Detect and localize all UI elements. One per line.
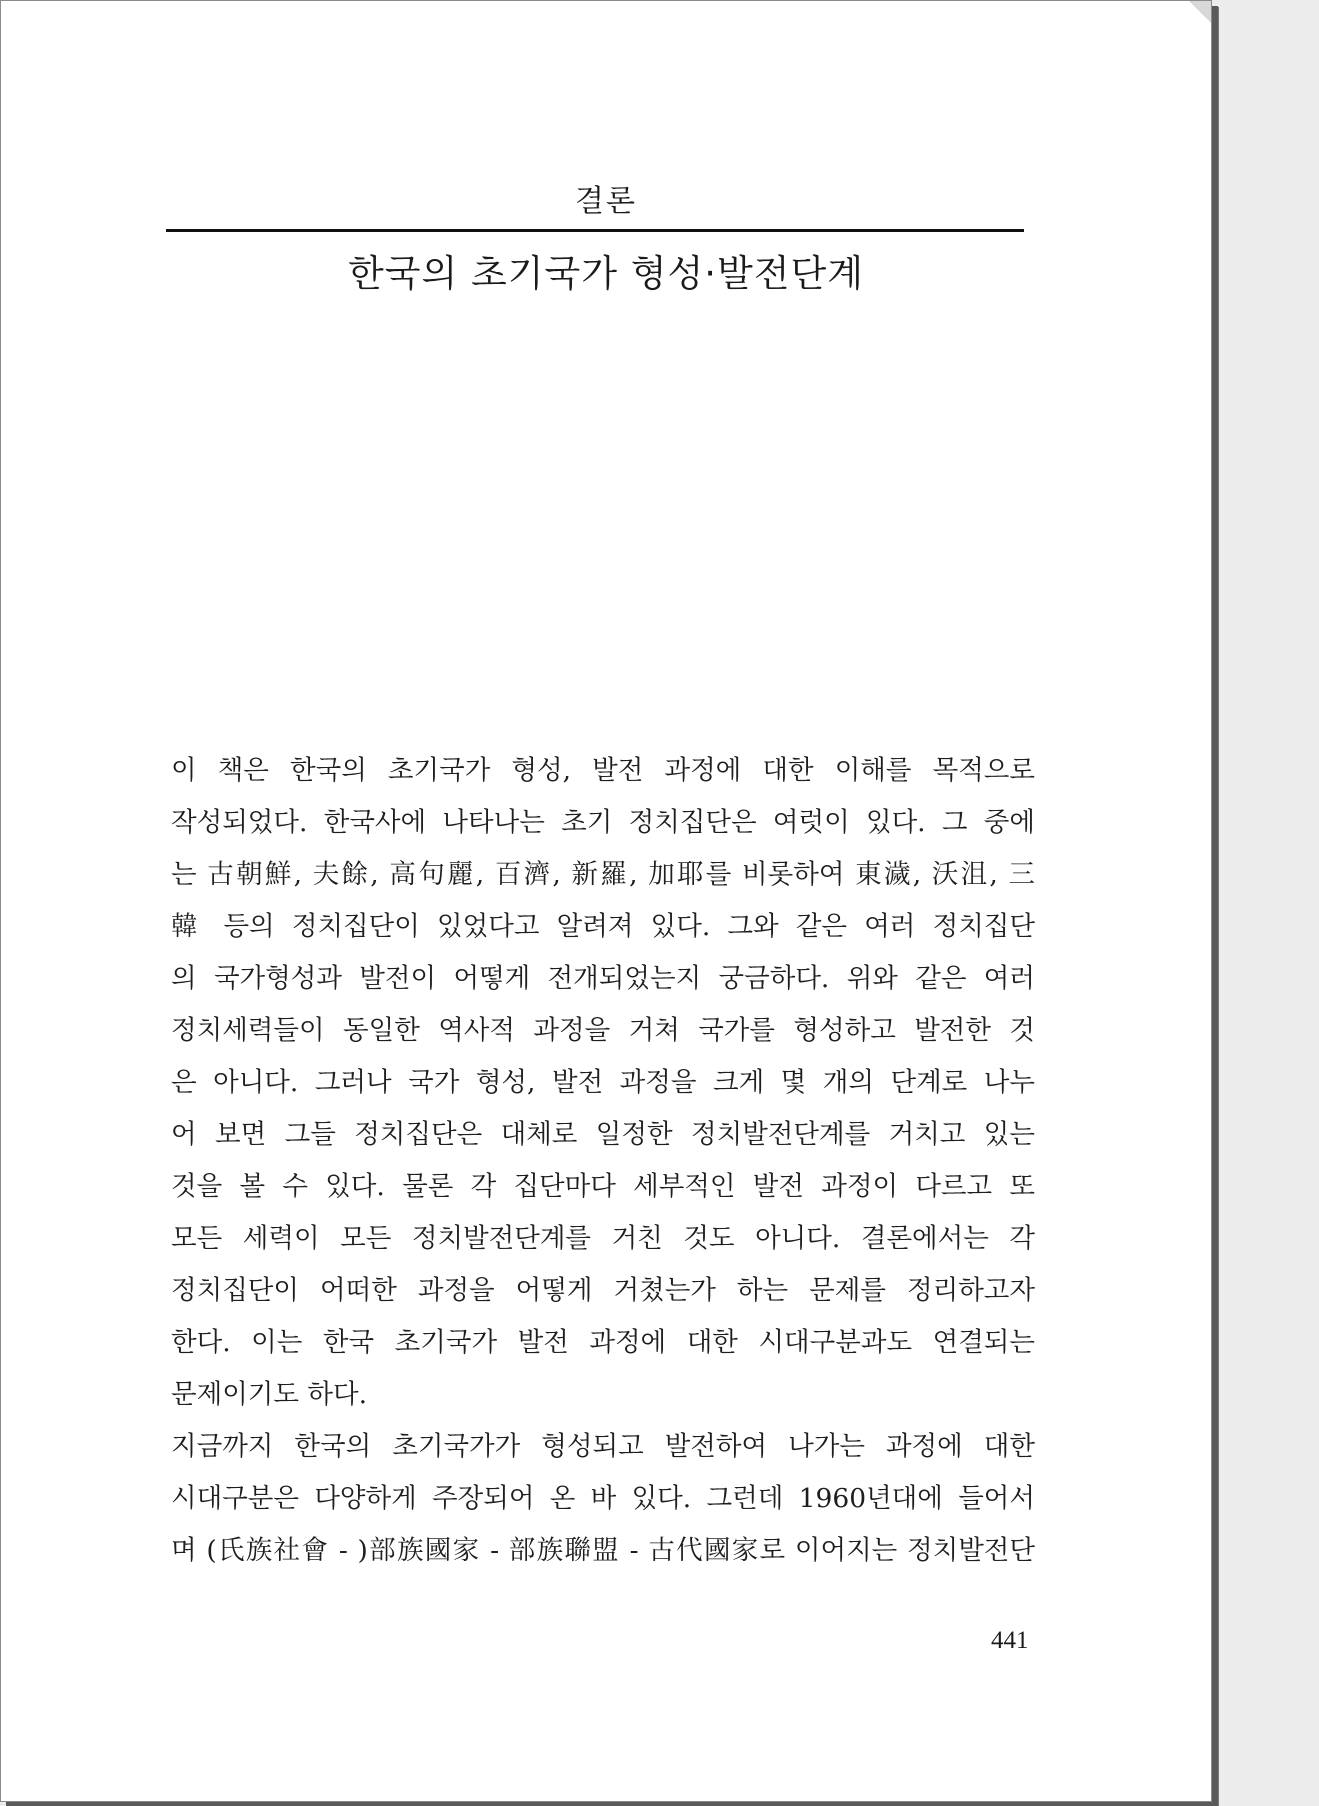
body-line: 모든 세력이 모든 정치발전단계를 거친 것도 아니다. 결론에서는 각 bbox=[171, 1223, 1035, 1254]
body-line: 이 책은 한국의 초기국가 형성, 발전 과정에 대한 이해를 목적으로 bbox=[171, 755, 1035, 786]
body-line: 문제이기도 하다. bbox=[171, 1379, 368, 1410]
body-line: 정치세력들이 동일한 역사적 과정을 거쳐 국가를 형성하고 발전한 것 bbox=[171, 1015, 1035, 1046]
page-corner bbox=[1189, 1, 1211, 23]
body-line: 의 국가형성과 발전이 어떻게 전개되었는지 궁금하다. 위와 같은 여러 bbox=[171, 963, 1035, 994]
header-rule bbox=[166, 229, 1024, 232]
page-number: 441 bbox=[991, 1627, 1029, 1654]
chapter-label: 결론 bbox=[575, 184, 637, 219]
body-line: 한다. 이는 한국 초기국가 발전 과정에 대한 시대구분과도 연결되는 bbox=[171, 1327, 1035, 1358]
body-line: 시대구분은 다양하게 주장되어 온 바 있다. 그런데 1960년대에 들어서 bbox=[171, 1483, 1035, 1514]
body-line: 는 古朝鮮, 夫餘, 高句麗, 百濟, 新羅, 加耶를 비롯하여 東濊, 沃沮, 三 bbox=[171, 859, 1035, 890]
body-line: 은 아니다. 그러나 국가 형성, 발전 과정을 크게 몇 개의 단계로 나누 bbox=[171, 1067, 1035, 1098]
body-text bbox=[171, 745, 1035, 1577]
body-line: 며 (氏族社會 - )部族國家 - 部族聯盟 - 古代國家로 이어지는 정치발전단 bbox=[171, 1535, 1035, 1566]
body-line: 정치집단이 어떠한 과정을 어떻게 거쳤는가 하는 문제를 정리하고자 bbox=[171, 1275, 1035, 1306]
chapter-title: 한국의 초기국가 형성·발전단계 bbox=[348, 252, 864, 295]
body-line: 지금까지 한국의 초기국가가 형성되고 발전하여 나가는 과정에 대한 bbox=[171, 1431, 1035, 1462]
body-line: 어 보면 그들 정치집단은 대체로 일정한 정치발전단계를 거치고 있는 bbox=[171, 1119, 1035, 1150]
body-line: 작성되었다. 한국사에 나타나는 초기 정치집단은 여럿이 있다. 그 중에 bbox=[171, 807, 1035, 838]
body-line: 韓 등의 정치집단이 있었다고 알려져 있다. 그와 같은 여러 정치집단 bbox=[171, 911, 1035, 942]
body-line: 것을 볼 수 있다. 물론 각 집단마다 세부적인 발전 과정이 다르고 또 bbox=[171, 1171, 1035, 1202]
